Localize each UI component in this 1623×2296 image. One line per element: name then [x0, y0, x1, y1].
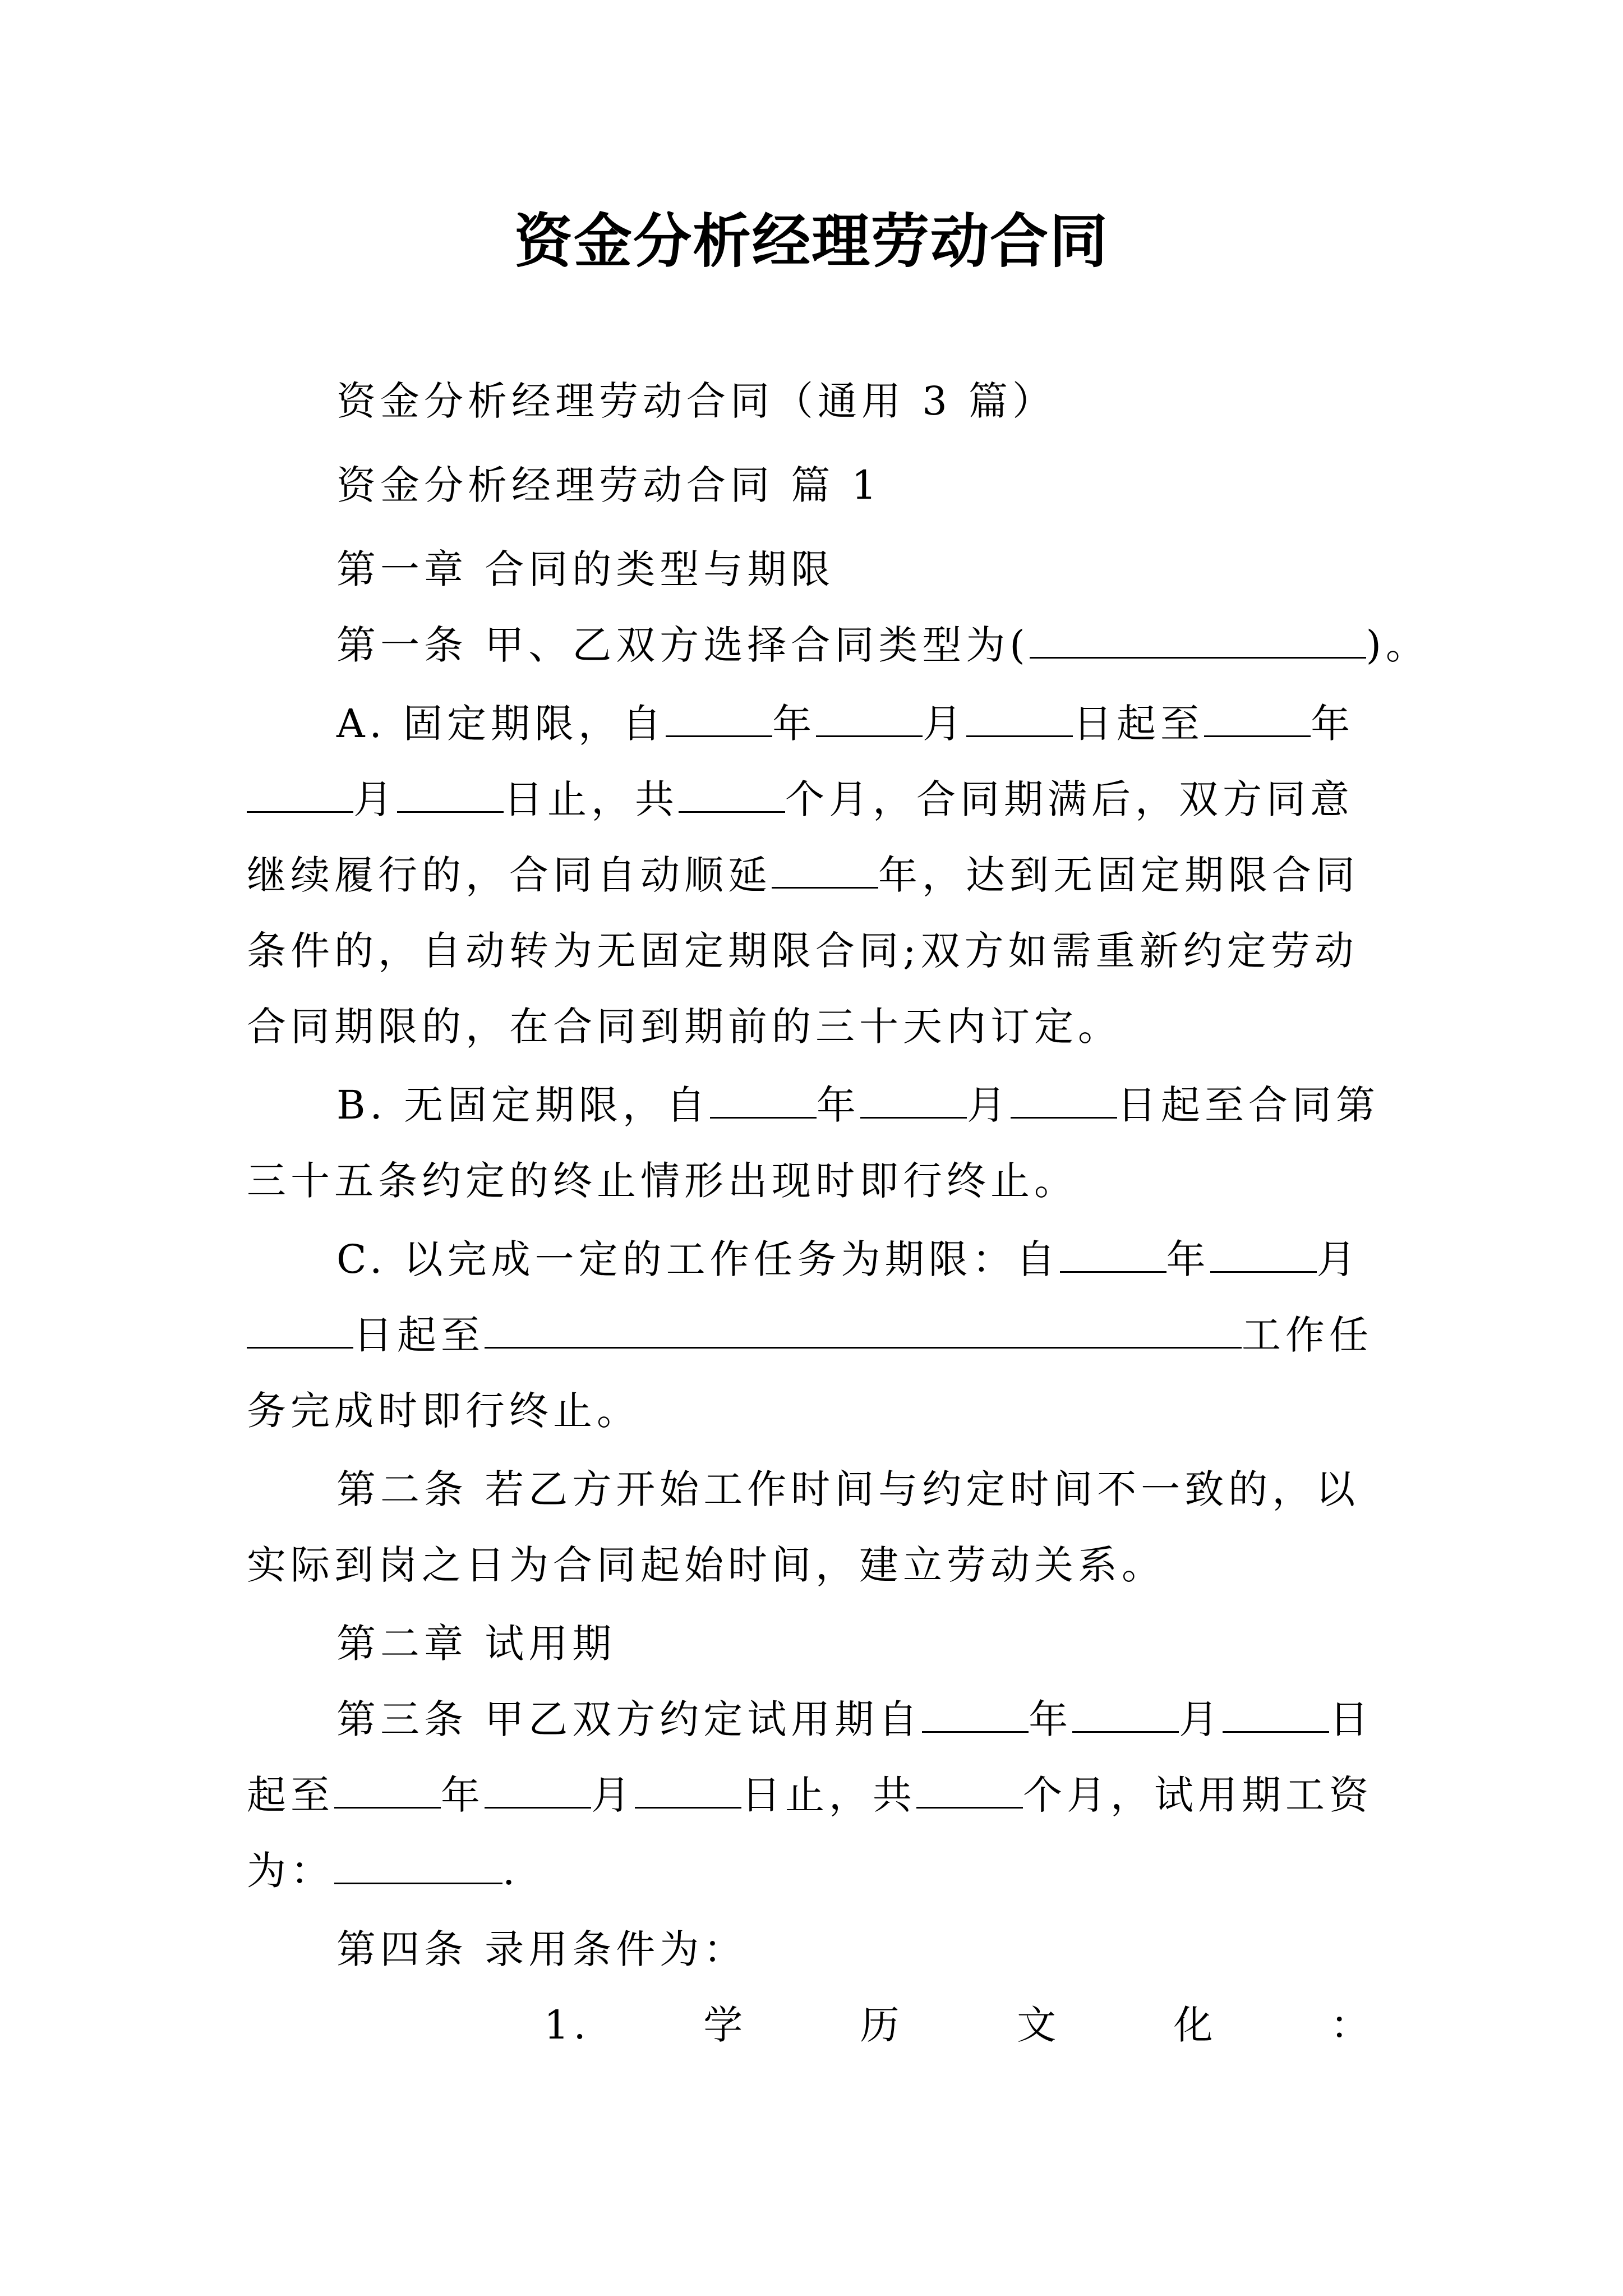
- option-a-line-2: 月 日止，共 个月，合同期满后，双方同意: [247, 771, 1354, 827]
- option-a-line-4: 条件的，自动转为无固定期限合同;双方如需重新约定劳动: [247, 928, 1358, 974]
- chapter-2-heading: 第二章 试用期: [336, 1621, 616, 1667]
- chapter-1-heading: 第一章 合同的类型与期限: [336, 546, 835, 592]
- option-b-line-2: 三十五条约定的终止情形出现时即行终止。: [247, 1158, 1078, 1204]
- option-b-line-1: B. 无固定期限，自 年 月 日起至合同第: [336, 1077, 1380, 1133]
- contract-type-blank: [1030, 618, 1366, 659]
- document-title: 资金分析经理劳动合同: [514, 206, 1109, 275]
- part-heading: 资金分析经理劳动合同 篇 1: [336, 462, 882, 508]
- article-3-line-2: 起至 年 月 日止，共 个月，试用期工资: [247, 1767, 1373, 1823]
- option-a-line-5: 合同期限的，在合同到期前的三十天内订定。: [247, 1004, 1122, 1050]
- option-a-line-3: 继续履行的，合同自动顺延 年，达到无固定期限合同: [247, 847, 1359, 903]
- article-2-line-1: 第二条 若乙方开始工作时间与约定时间不一致的，以: [336, 1466, 1360, 1512]
- option-c-line-1: C. 以完成一定的工作任务为期限：自 年 月: [336, 1231, 1361, 1287]
- article-3-line-3: 为： .: [247, 1843, 519, 1899]
- article-1: 第一条 甲、乙双方选择合同类型为( )。: [336, 617, 1430, 673]
- option-c-line-2: 日起至 工作任: [247, 1307, 1373, 1363]
- subtitle: 资金分析经理劳动合同（通用 3 篇）: [336, 378, 1057, 424]
- article-2-line-2: 实际到岗之日为合同起始时间，建立劳动关系。: [247, 1542, 1165, 1588]
- option-c-line-3: 务完成时即行终止。: [247, 1388, 640, 1434]
- option-a-line-1: A. 固定期限，自 年 月 日起至 年: [336, 696, 1354, 752]
- item-1-education: 1. 学 历 文 化 ：: [544, 2002, 1374, 2048]
- article-3-line-1: 第三条 甲乙双方约定试用期自 年 月 日: [336, 1691, 1373, 1747]
- article-4: 第四条 录用条件为：: [336, 1926, 748, 1972]
